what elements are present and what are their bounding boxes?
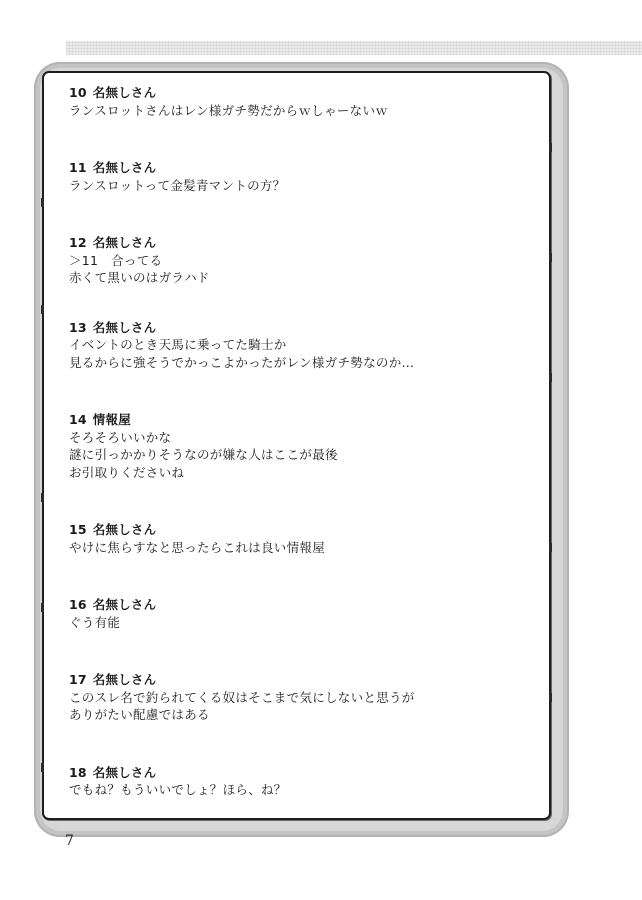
post-header [69,596,539,614]
scroll-frame [34,62,569,837]
poster-name: 名無しさん [92,85,157,100]
poster-name: 名無しさん [92,235,157,250]
post-number: 12 [69,235,87,250]
thread-posts [69,84,539,839]
post-body-line: 赤くて黒いのはガラハド [69,270,210,285]
poster-name: 名無しさん [92,764,157,780]
post-number: 16 [69,597,87,612]
poster-name: 名無しさん [92,522,157,537]
post-header [69,159,539,177]
page-number: 7 [65,833,74,849]
post [69,671,539,724]
edge-notch [549,373,552,382]
poster-name: 情報屋 [92,412,131,427]
poster-name: 名無しさん [92,319,157,335]
post-header [69,319,539,337]
post-header [69,671,539,689]
top-decorative-band [66,41,642,55]
post-header [69,84,539,102]
post-number: 14 [69,412,87,427]
post-body-line: そろそろいいかな [69,429,172,445]
post-body-line: やけに焦らすなと思ったらこれは良い情報屋 [69,539,326,555]
post-body-line: イベントのとき天馬に乗ってた騎士か [69,337,287,352]
post-body-line: ありがたい配慮ではある [69,707,210,722]
post [69,84,539,119]
poster-name: 名無しさん [92,597,157,612]
post [69,764,539,799]
edge-notch [41,603,44,612]
post-body-line: ＞11 合ってる [69,252,163,268]
post-number: 11 [69,160,87,175]
edge-notch [549,143,552,152]
post [69,159,539,194]
post-number: 10 [69,85,87,100]
edge-notch [41,763,44,772]
post-number: 15 [69,522,87,537]
poster-name: 名無しさん [92,672,157,687]
post-body-line: ランスロットさんはレン様ガチ勢だからｗしゃーないｗ [69,102,389,118]
post-number: 13 [69,319,87,335]
post-body-line: 謎に引っかかりそうなのが嫌な人はここが最後 [69,447,338,462]
post-body-line: でもね？もういいでしょ？ほら、ね？ [69,782,287,797]
edge-notch [41,493,44,502]
post-body-line: ランスロットって金髪青マントの方？ [69,177,286,193]
edge-notch [41,305,44,314]
post-number: 18 [69,764,87,780]
post-header [69,521,539,539]
edge-notch [549,253,552,262]
post-body-line: このスレ名で釣られてくる奴はそこまで気にしないと思うが [69,689,415,705]
post-header [69,764,539,782]
post [69,319,539,372]
poster-name: 名無しさん [92,160,157,175]
post [69,596,539,631]
post-body-line: お引取りくださいね [69,464,185,480]
post [69,411,539,481]
post-header [69,411,539,429]
post-header [69,234,539,252]
post [69,521,539,556]
post-body-line: ぐう有能 [69,614,121,630]
edge-notch [549,543,552,552]
post-body-line: 見るからに強そうでかっこよかったがレン様ガチ勢なのか… [69,354,415,370]
edge-notch [41,198,44,207]
post [69,234,539,287]
parchment-panel [42,71,551,820]
post-number: 17 [69,672,87,687]
edge-notch [549,693,552,702]
